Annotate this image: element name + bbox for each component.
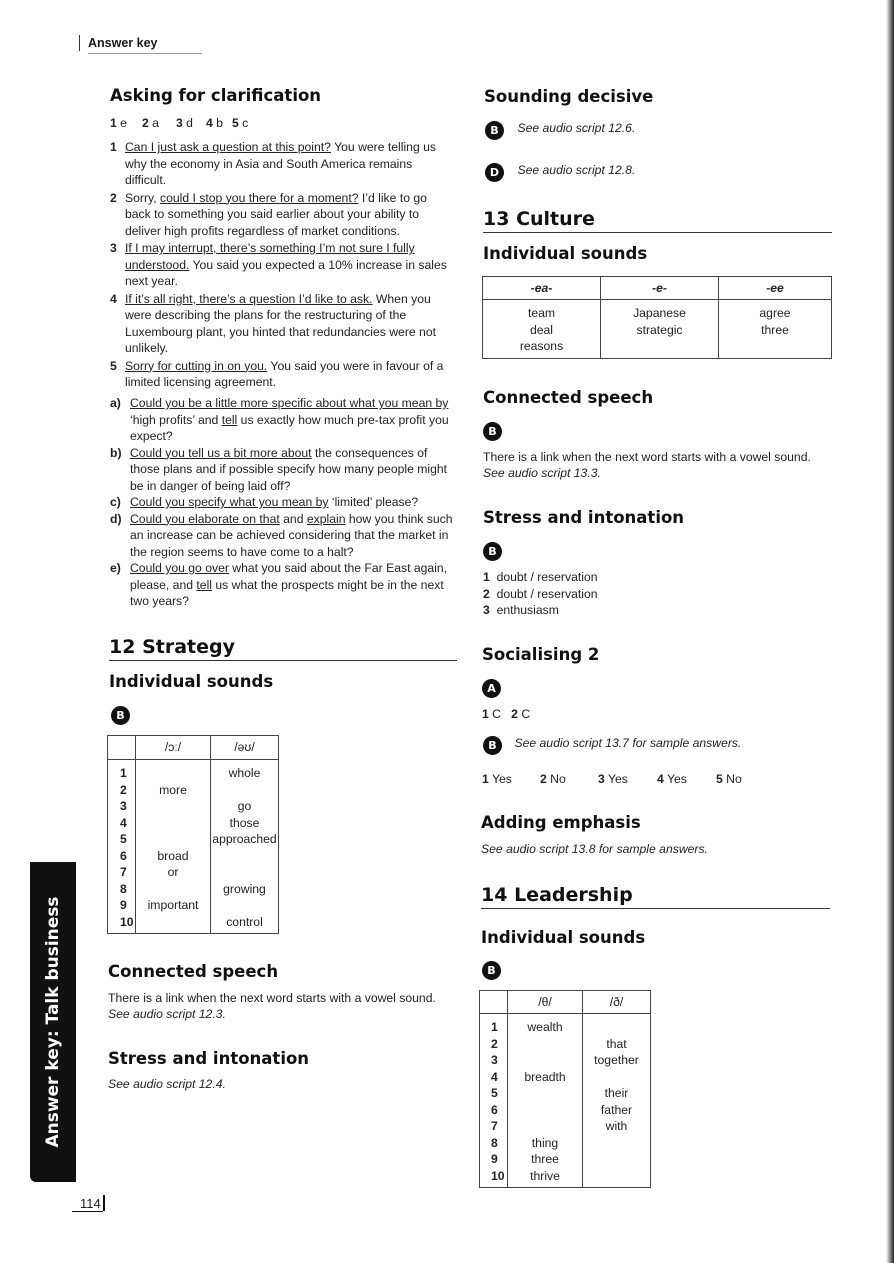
cell: go: [237, 799, 252, 813]
ans-num: 2: [511, 707, 518, 721]
socialising-b-text: See audio script 13.7 for sample answers.: [514, 736, 742, 750]
ans-num: 3: [598, 772, 605, 786]
strategy-badge: [111, 706, 130, 725]
row-num: 9: [120, 898, 127, 912]
row-num: 2: [120, 782, 127, 797]
row-num: 8: [120, 881, 127, 896]
cell: approached: [212, 832, 277, 846]
cell: deal: [529, 322, 554, 337]
list-item: [110, 560, 458, 610]
ans-num: 1: [482, 772, 489, 786]
table-header: /ɔː/: [136, 736, 211, 760]
cell: Japanese: [633, 306, 686, 320]
ans-letter: e: [120, 116, 127, 130]
item-number: 1: [483, 570, 490, 584]
cell: with: [605, 1119, 628, 1133]
col-ea: [483, 300, 601, 359]
item-number: 2: [110, 190, 117, 205]
badge-b: B: [483, 736, 502, 755]
row-num: 4: [120, 815, 127, 830]
row-num: 10: [120, 914, 134, 929]
table-header: /ð/: [583, 991, 651, 1014]
culture-sounds-table: [482, 276, 832, 359]
unit-12-rule: [109, 660, 457, 661]
item-number: 1: [110, 140, 117, 154]
decisive-b: [485, 121, 635, 140]
cell: broad: [157, 848, 189, 863]
badge-b: B: [483, 422, 502, 441]
item-number: 4: [110, 291, 117, 306]
row-num: 6: [491, 1102, 498, 1117]
unit-14-heading: [481, 884, 633, 906]
cell: wealth: [527, 1020, 563, 1034]
unit-number: 12: [109, 636, 136, 658]
row-num: 2: [491, 1036, 498, 1051]
col-b: [583, 1014, 651, 1188]
ans-value: Yes: [666, 772, 687, 786]
ans-letter: a: [152, 116, 159, 130]
item-phrase: Could you specify what you mean by: [130, 495, 329, 509]
badge-d: D: [485, 163, 504, 182]
ans-value: No: [550, 772, 566, 786]
cell: [583, 1135, 650, 1152]
culture-stress-badge: [483, 542, 502, 561]
item-phrase: Could you tell us a bit more about: [130, 445, 312, 460]
cell: [583, 1151, 650, 1168]
item-phrase-2: explain: [306, 511, 346, 526]
cell: whole: [228, 766, 261, 780]
cell: [136, 798, 210, 815]
row-num: 10: [491, 1168, 505, 1183]
cell: three: [761, 322, 789, 337]
page-number-bracket: [103, 1195, 105, 1211]
unit-12-heading: [109, 636, 235, 658]
strategy-stress-title: Stress and intonation: [108, 1049, 310, 1068]
item-letter: c): [110, 495, 121, 509]
list-item: [110, 494, 458, 511]
cell: thing: [531, 1135, 559, 1150]
unit-13-rule: [483, 232, 832, 233]
item-phrase: could I stop you there for a moment?: [160, 190, 359, 205]
list-item: [483, 586, 598, 603]
cell: growing: [223, 881, 266, 896]
item-number: 2: [483, 586, 490, 601]
header-rule: [88, 53, 202, 54]
ans-letter: b: [216, 116, 223, 130]
item-text: doubt / reservation: [496, 586, 598, 601]
culture-connected-title: Connected speech: [483, 388, 654, 407]
cell: team: [527, 306, 556, 320]
row-num: 7: [491, 1119, 498, 1133]
unit-number: 13: [483, 208, 510, 230]
row-num: 3: [120, 799, 127, 813]
ans-letter: C: [521, 707, 531, 721]
table-header: -ea-: [483, 277, 601, 300]
cell: [136, 765, 210, 782]
ans-num: 3: [176, 116, 183, 130]
row-num: 9: [491, 1152, 498, 1166]
item-number: 5: [110, 358, 117, 373]
badge-b: B: [111, 706, 130, 725]
culture-sounds-title: Individual sounds: [483, 244, 648, 263]
strategy-connected-ref: See audio script 12.3.: [108, 1007, 226, 1021]
cell: [136, 815, 210, 832]
unit-13-heading: [483, 208, 595, 230]
unit-number: 14: [481, 884, 508, 906]
item-text: what you said about the Far East again, please, and: [130, 561, 448, 592]
page-edge: [886, 0, 894, 1263]
decisive-b-text: See audio script 12.6.: [517, 121, 636, 135]
item-text-2: us exactly how much pre-tax profit you expect?: [130, 412, 449, 443]
item-phrase: Sorry for cutting in on you.: [125, 358, 268, 373]
table-header: -e-: [601, 277, 719, 300]
cell: or: [167, 865, 179, 879]
cell: [508, 1052, 582, 1069]
ans-num: 4: [206, 116, 213, 130]
strategy-sounds-table: [107, 735, 279, 934]
table-header: /əʊ/: [211, 736, 279, 760]
socialising-a-answers: [482, 706, 530, 723]
cell: more: [159, 782, 187, 797]
ans-num: 4: [657, 772, 664, 786]
clarification-list: [110, 139, 455, 391]
culture-connected-badge: [483, 422, 502, 441]
cell: [136, 914, 210, 931]
culture-connected-ref: See audio script 13.3.: [483, 466, 601, 480]
cell: thrive: [530, 1168, 560, 1183]
ans-value: Yes: [491, 772, 512, 786]
cell: [583, 1069, 650, 1086]
table-header-blank: [108, 736, 136, 760]
cell: [136, 881, 210, 898]
list-item: [110, 240, 455, 290]
ans-value: Yes: [607, 772, 628, 786]
col-ee: [719, 300, 832, 359]
ans-value: No: [726, 772, 742, 786]
item-text: the consequences of those plans and if possible specify how many people might be in danger of being laid off?: [130, 445, 448, 493]
unit-title: Culture: [516, 208, 595, 230]
culture-connected-text: There is a link when the next word starts with a vowel sound.: [483, 450, 811, 464]
decisive-title: Sounding decisive: [484, 87, 654, 106]
row-num: 5: [120, 832, 127, 846]
page-number-rule: [72, 1211, 103, 1212]
strategy-connected-text: There is a link when the next word starts with a vowel sound.: [108, 991, 436, 1005]
num-col: [108, 760, 136, 934]
list-item: [110, 395, 458, 445]
cell: reasons: [519, 339, 564, 353]
item-text: and: [279, 511, 307, 526]
row-num: 3: [491, 1053, 498, 1067]
socialising-a-badge: [482, 679, 501, 698]
item-phrase-2: tell: [221, 412, 238, 427]
item-text-2: how you think such an increase can be achieved considering that the market in the region seems to have come to a halt?: [130, 511, 453, 559]
strategy-sounds-title: Individual sounds: [109, 672, 274, 691]
socialising-b: [483, 736, 741, 755]
ans-num: 5: [716, 772, 723, 786]
item-text: You said you were in favour of a limited licensing agreement.: [125, 358, 444, 389]
item-text-2: us what the prospects might be in the next two years?: [130, 577, 444, 608]
cell: those: [229, 815, 260, 830]
item-letter: a): [110, 396, 121, 410]
emphasis-ref: See audio script 13.8 for sample answers.: [481, 842, 708, 856]
side-tab-label: Answer key: Talk business: [43, 896, 63, 1148]
item-phrase: Could you be a little more specific about what you mean by: [130, 396, 449, 410]
cell: strategic: [636, 322, 683, 337]
cell: that: [606, 1036, 627, 1051]
item-phrase: Can I just ask a question at this point?: [125, 140, 331, 154]
row-num: 6: [120, 848, 127, 863]
badge-b: B: [483, 542, 502, 561]
row-num: 7: [120, 865, 127, 879]
leadership-sounds-table: [479, 990, 651, 1188]
cell: [508, 1118, 582, 1135]
culture-stress-list: [483, 569, 598, 619]
ans-num: 1: [482, 707, 489, 721]
list-item: [110, 190, 455, 240]
decisive-d: [485, 163, 635, 182]
header-label: Answer key: [88, 36, 158, 50]
culture-stress-title: Stress and intonation: [483, 508, 685, 527]
list-item: [110, 511, 458, 561]
col-a: [508, 1014, 583, 1188]
item-letter: e): [110, 561, 121, 575]
cell: breadth: [524, 1069, 566, 1084]
item-number: 3: [483, 603, 490, 617]
item-phrase: If I may interrupt, there’s something I’m not sure I fully understood.: [125, 241, 415, 272]
ans-letter: C: [492, 707, 501, 721]
item-text: doubt / reservation: [496, 570, 598, 584]
socialising-title: Socialising 2: [482, 645, 600, 664]
cell: control: [226, 914, 263, 929]
list-item: [483, 602, 598, 619]
decisive-d-text: See audio script 12.8.: [517, 163, 636, 177]
cell: [136, 831, 210, 848]
cell: important: [147, 898, 199, 912]
row-num: 1: [491, 1020, 498, 1034]
item-text: ‘limited’ please?: [328, 495, 419, 509]
list-item: [483, 569, 598, 586]
strategy-connected-title: Connected speech: [108, 962, 279, 981]
cell: together: [594, 1053, 639, 1067]
item-prefix: Sorry,: [125, 190, 160, 205]
list-item: [110, 291, 455, 357]
row-num: 8: [491, 1135, 498, 1150]
socialising-yesno: [482, 771, 742, 788]
item-phrase: Could you elaborate on that: [130, 511, 280, 526]
row-num: 1: [120, 766, 127, 780]
ans-letter: d: [186, 116, 193, 130]
item-text: enthusiasm: [496, 603, 559, 617]
cell: father: [600, 1102, 633, 1117]
ans-num: 1: [110, 116, 117, 130]
cell: their: [604, 1086, 629, 1100]
item-phrase: If it’s all right, there’s a question I’d like to ask.: [125, 291, 373, 306]
list-item: [110, 358, 455, 391]
cell: [508, 1036, 582, 1053]
ans-num: 2: [142, 116, 149, 130]
cell: [211, 864, 278, 881]
row-num: 5: [491, 1086, 498, 1100]
table-header: -ee: [719, 277, 832, 300]
ans-letter: c: [242, 116, 249, 130]
item-letter: d): [110, 511, 122, 526]
table-header: /θ/: [508, 991, 583, 1014]
unit-title: Leadership: [514, 884, 633, 906]
col-b: [211, 760, 279, 934]
table-header-blank: [480, 991, 508, 1014]
list-item: [110, 445, 458, 495]
cell: [583, 1019, 650, 1036]
item-number: 3: [110, 241, 117, 255]
col-e: [601, 300, 719, 359]
page-number: 114: [80, 1196, 101, 1211]
cell: [508, 1085, 582, 1102]
item-text: When you were describing the plans for the restructuring of the Luxembourg plant, you hinted that redundancies were not unlikely.: [125, 291, 436, 355]
table-body: [108, 760, 279, 934]
item-phrase-2: tell: [196, 577, 213, 592]
item-text: You were telling us why the economy in Asia and South America remains difficult.: [125, 140, 436, 187]
num-col: [480, 1014, 508, 1188]
cell: [583, 1168, 650, 1185]
badge-b: B: [485, 121, 504, 140]
cell: [508, 1102, 582, 1119]
strategy-stress-ref: See audio script 12.4.: [108, 1077, 226, 1091]
cell: [211, 848, 278, 865]
side-tab: [30, 862, 76, 1182]
badge-a: A: [482, 679, 501, 698]
badge-b: B: [482, 961, 501, 980]
item-phrase: Could you go over: [130, 561, 229, 575]
cell: agree: [759, 306, 791, 320]
cell: [211, 782, 278, 799]
list-item: [110, 139, 455, 189]
leadership-sounds-title: Individual sounds: [481, 928, 646, 947]
row-num: 4: [491, 1069, 498, 1084]
header-marker: [79, 35, 80, 51]
ans-num: 2: [540, 772, 547, 786]
leadership-badge: [482, 961, 501, 980]
cell: three: [531, 1152, 559, 1166]
clarification-answers: [110, 115, 248, 132]
item-text: You said you expected a 10% increase in sales next year.: [125, 257, 447, 288]
item-text: ‘high profits’ and: [130, 412, 222, 427]
clarification-letter-list: [110, 395, 458, 610]
col-a: [136, 760, 211, 934]
emphasis-title: Adding emphasis: [481, 813, 641, 832]
clarification-title: Asking for clarification: [110, 86, 322, 105]
item-letter: b): [110, 445, 122, 460]
item-text: I’d like to go back to something you said earlier about your ability to deliver high profits regardless of market conditions.: [125, 190, 427, 238]
cell: [211, 897, 278, 914]
unit-title: Strategy: [142, 636, 235, 658]
unit-14-rule: [481, 908, 830, 909]
ans-num: 5: [232, 116, 239, 130]
